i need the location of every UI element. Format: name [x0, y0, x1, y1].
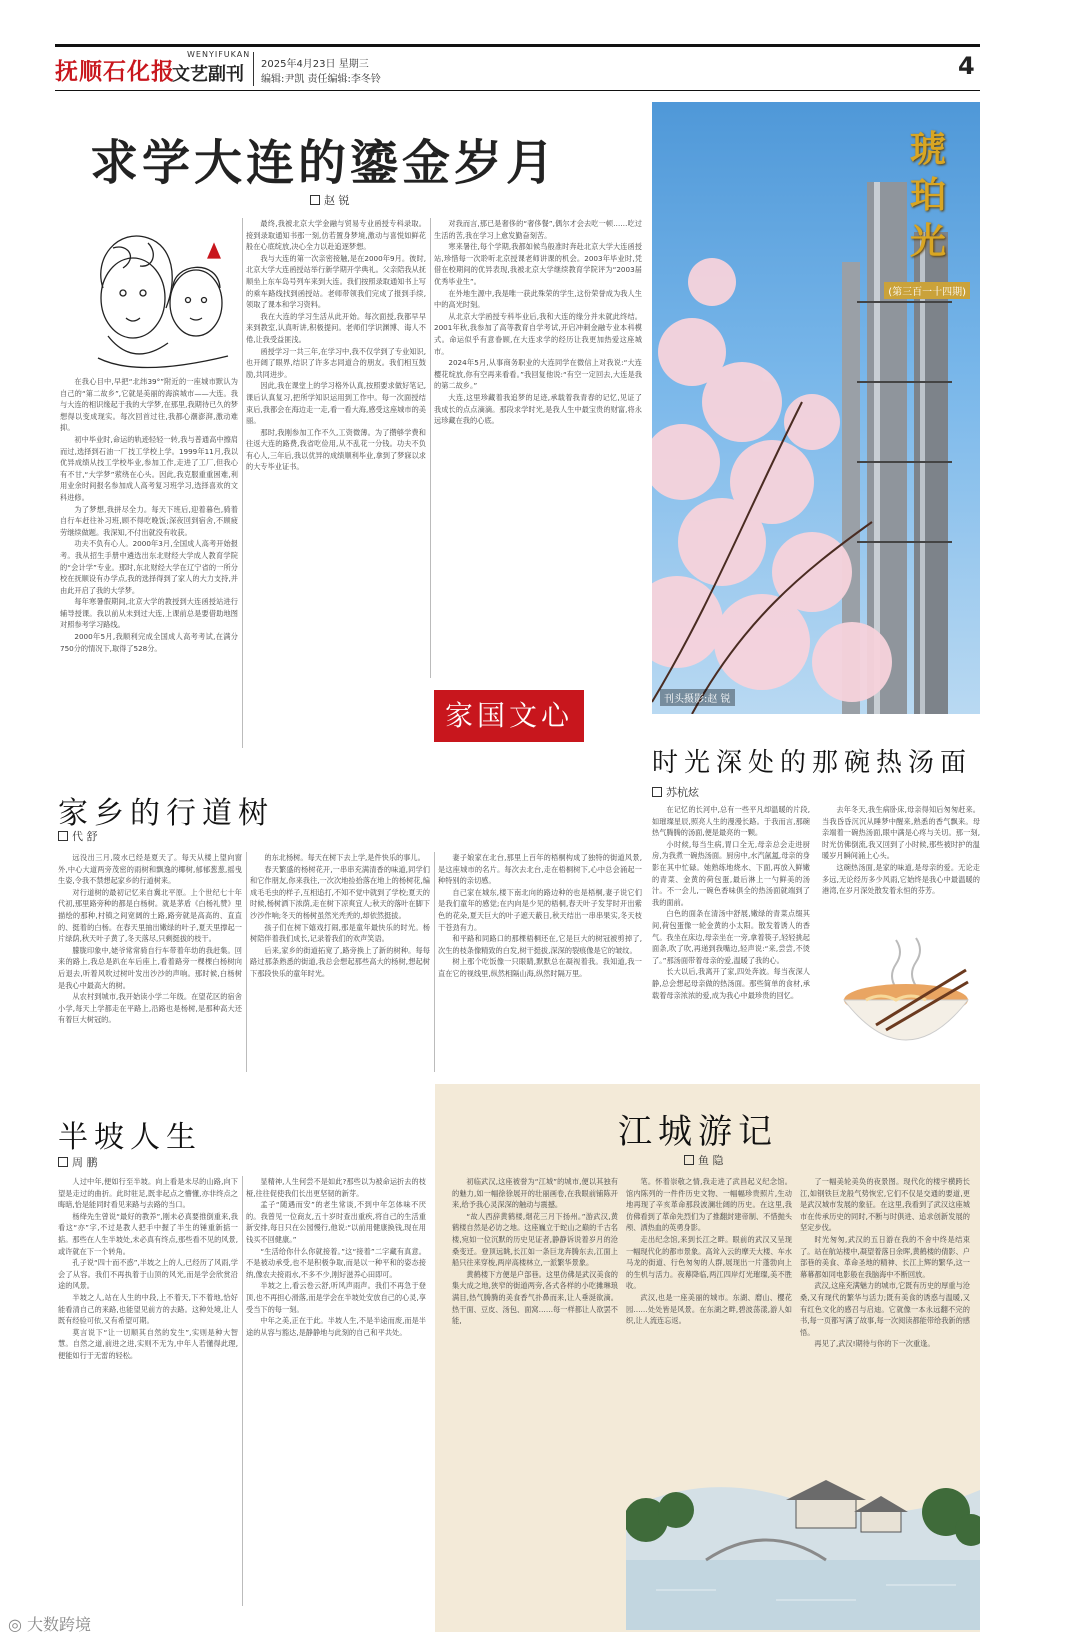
slope-article-col2: 显精神,人生何尝不是如此?那些以为被命运折去的枝桠,往往促使我们长出更坚韧的新芽。 孟子“随遇而安”的老生常谈,不到中年怎体味不厌的。我曾见一位商友,五十岁时查出重疾,将自己的生活重新安排,每日只在公园慢行,他说:“以前用健康换钱,现在用钱买不回健康。” “生活给你什么你就接着。”这“接着”二字藏有真意。不是被动承受,也不是积极争取,而是以一种平和的姿态接纳,像农夫接雨水,不多不少,刚好滋养心田即可。 半坡之上,看云卷云舒,听风声雨声。我们不再急于登顶,也不再担心滑落,而是学会在半坡处安放自己的心灵,享受当下的每一刻。 中年之美,正在于此。半坡人生,不是半途而废,而是半途的从容与豁达,是静静地与此刻的自己和平共处。	[246, 1177, 426, 1337]
river-article-col2: 笔。怀着崇敬之情,我走进了武昌起义纪念馆。馆内陈列的一件件历史文物、一幅幅珍贵照片,生动地再现了辛亥革命那段波澜壮阔的历史。在这里,我仿佛看到了革命先烈们为了推翻封建帝制、不惜抛头颅、洒热血的英勇身影。 走出纪念馆,来到长江之畔。眼前的武汉又呈现一幅现代化的都市景象。高耸入云的摩天大楼、车水马龙的街道、行色匆匆的人群,展现出一片蓬勃向上的生机与活力。夜幕降临,两江四岸灯光璀璨,美不胜收。 武汉,也是一座美丽的城市。东湖、磨山、樱花园……处处皆是风景。在东湖之畔,碧波荡漾,游人如织,让人流连忘返。	[626, 1177, 792, 1326]
masthead-rule-bottom	[55, 90, 980, 91]
editor-line: 编辑:尹凯 责任编辑:李冬铃	[261, 74, 381, 85]
soup-article-col2: 去年冬天,我生病卧床,母亲得知后匆匆赶来。当我昏昏沉沉从睡梦中醒来,熟悉的香气飘来。母亲端着一碗热汤面,眼中满是心疼与关切。那一刻,时光仿佛倒流,我又回到了小时候,那些被时护的温暖岁月瞬间涌上心头。 这碗热汤面,是家的味道,是母亲的爱。无论走多远,无论经历多少风雨,它始终是我心中最温暖的港湾,在岁月深处散发着永恒的芬芳。	[822, 805, 980, 896]
main-article-col2: 最终,我被北京大学金融与贸易专业函授专科录取。接到录取通知书那一刻,仿若置身梦境,激动与喜悦如鲜花般在心底绽放,决心全力以赴追逐梦想。 我与大连的第一次亲密接触,是在2000年9月。彼时,北京大学大连函授站举行新学期开学典礼。父亲陪我从抚顺坐上东车岛号列车来到大连。我们按照录取通知书上写的乘车路线找到函授站。老师带领我们完成了报到手续,领取了课本和学习资料。 我在大连的学习生活从此开始。每次面授,我都早早来到教室,认真听讲,积极提问。老师们学识渊博、诲人不倦,让我受益匪浅。 函授学习一共三年,在学习中,我不仅学到了专业知识,也开阔了眼界,结识了许多志同道合的朋友。我们相互鼓励,共同进步。 因此,我在课堂上的学习格外认真,按照要求做好笔记,课后认真复习,把所学知识运用到工作中。每一次面授结束后,我都会在海边走一走,看一看大海,感受这座城市的美丽。 那时,我刚参加工作不久,工资微薄。为了攒够学费和往返大连的路费,我省吃俭用,从不乱花一分钱。功夫不负有心人,三年后,我以优异的成绩顺利毕业,拿到了梦寐以求的大专毕业证书。	[246, 219, 426, 472]
main-article-col3: 对我而言,那已是奢侈的“奢侈餐”,偶尔才会去吃一顿……吃过生活的苦,我在学习上愈发勤奋刻苦。 寒来暑往,每个学期,我都如候鸟般准时奔赴北京大学大连函授站,珍惜每一次聆听北京授课老师讲课的机会。2003年毕业时,凭借在校期间的优异表现,我被北京大学继续教育学院评为“2003届优秀毕业生”。 在外地生源中,我是唯一获此殊荣的学生,这份荣誉成为我人生中的高光时刻。 从北京大学函授专科毕业后,我和大连的缘分并未就此终结。2001年秋,我参加了高等教育自学考试,开启冲刺金融专业本科模式。命运似乎有意眷顾,在大连求学的经历让我更加热爱这座城市。 2024年5月,从事商务职业的大连同学在微信上对我说:“大连樱花绽放,你有空再来看看。”我回复他说:“有空一定回去,大连是我的第二故乡。” 大连,这里珍藏着我追梦的足迹,承载着我青春的记忆,见证了我成长的点点滴滴。那段求学时光,是我人生中最宝贵的财富,将永远珍藏在我的心底。	[434, 219, 642, 426]
main-article-title: 求学大连的鎏金岁月	[90, 135, 559, 191]
photo-refinery-blossoms	[652, 102, 980, 714]
soup-article-col1: 在记忆的长河中,总有一些平凡却温暖的片段,如璀璨星辰,照亮人生的漫漫长路。于我而言,那碗热气腾腾的汤面,便是最亮的一颗。 小时候,每当生病,胃口全无,母亲总会走进厨房,为我煮一碗热汤面。厨房中,水汽氤氲,母亲的身影在其中忙碌。她熟练地烧水、下面,再放入鲜嫩的青菜、金黄的荷包蛋,最后淋上一勺鲜美的汤汁。不一会儿,一碗色香味俱全的热汤面就端到了我的面前。 白色的面条在清汤中舒展,嫩绿的青菜点缀其间,荷包蛋像一轮金黄的小太阳。散发着诱人的香气。我坐在床边,母亲坐在一旁,拿着筷子,轻轻挑起面条,吹了吹,再递到我嘴边,轻声说:“来,尝尝,不烫了。”那汤面带着母亲的爱,温暖了我的心。 长大以后,我离开了家,四处奔波。每当夜深人静,总会想起母亲做的热汤面。那些简单的食材,承载着母亲浓浓的爱,成为我心中最珍贵的回忆。	[652, 805, 810, 1000]
photo-caption: 刊头摄影:赵 锐	[660, 689, 735, 706]
main-article-byline: 赵 锐	[310, 192, 350, 208]
column-seal-jiaguo-wenxin: 家国文心	[434, 690, 584, 742]
tree-article-col2: 的东北杨树。每天在树下去上学,是件快乐的事儿。 春天繁盛的杨树花开,一串串充满清香的味道,同学们和它作朋友,你来我往,一次次地捡拾落在地上的杨树花,编成毛毛虫的样子,互相追打,不知不觉中就到了学校;夏天的时候,杨树洒下浓荫,走在树下凉爽宜人;秋天的落叶在脚下沙沙作响;冬天的杨树虽然光秃秃的,却依然挺拔。 孩子们在树下嬉戏打闹,那是童年最快乐的时光。杨树陪伴着我们成长,记录着我们的欢声笑语。 后来,家乡的街道拓宽了,路旁换上了新的树种。每每路过那条熟悉的街道,我总会想起那些高大的杨树,想起树下那段快乐的童年时光。	[250, 853, 430, 978]
section-name: 文艺副刊	[172, 64, 244, 85]
date-line: 2025年4月23日 星期三	[261, 59, 369, 70]
noodle-bowl-illustration	[836, 930, 976, 1060]
slope-article-title: 半坡人生	[58, 1120, 202, 1155]
photo-feature-issue: (第三百一十四期)	[884, 282, 970, 299]
masthead-rule	[55, 44, 980, 47]
newspaper-name: 抚顺石化报	[55, 58, 175, 85]
watermark-text: 大数跨境	[27, 1615, 92, 1634]
river-article-col3: 了一幅美轮美奂的夜景图。现代化的楼宇横跨长江,如钢铁巨龙般气势恢宏,它们不仅是交通的要道,更是武汉城市发展的象征。在这里,我看到了武汉这座城市在传承历史的同时,不断与时俱进、追求创新发展的坚定步伐。 时光匆匆,武汉的五日游在我的不舍中终是结束了。站在航站楼中,凝望着落日余晖,黄鹤楼的倩影、户部巷的美食、革命圣地的精神、长江上辉的繁华,这一幕幕都如同电影般在我脑海中不断回放。 武汉,这座充满魅力的城市,它既有历史的厚重与沧桑,又有现代的繁华与活力;既有美食的诱惑与温暖,又有红色文化的感召与启迪。它就像一本永远翻不完的书,每一页都写满了故事,每一次阅读都能带给我新的感悟。 再见了,武汉!期待与你的下一次重逢。	[800, 1177, 970, 1349]
column-divider	[246, 852, 247, 1072]
illustration-portraits	[78, 218, 238, 373]
tree-article-col1: 远没出三月,陵水已经是夏天了。每天从楼上望向窗外,中心大道两旁茂密的雨树和飘逸的椰树,郁郁葱葱,摇曳生姿,令我不禁想起家乡的行道树来。 对行道树的最初记忆来自冀北平原。上个世纪七十年代初,那里路旁种的都是白杨树。就是茅盾《白杨礼赞》里描绘的那种,村镇之间宽阔的土路,路旁就是高高的、直直的、挺着的白杨。在春天里抽出嫩绿的叶子,夏天里撑起一片绿荫,秋天叶子黄了,冬天落尽,只剩挺拔的枝干。 朦胧印象中,姥爷常常骑自行车带着年幼的我赶集。回来的路上,我总是趴在车后座上,看着路旁一棵棵白杨树向后退去,听着风吹过树叶发出沙沙的声响。那时候,白杨树是我心中最高大的树。 从农村到城市,我开始读小学二年级。在望花区的宿舍小学,每天上学都走在平路上,沿路也是杨树,是那种高大还有着巨大树冠的。	[58, 853, 242, 1025]
watermark-icon: ◎	[8, 1615, 28, 1634]
tree-article-title: 家乡的行道树	[58, 796, 274, 831]
column-divider	[430, 218, 431, 678]
page-number: 4	[958, 52, 975, 80]
column-divider	[242, 1176, 243, 1606]
watermark-logo	[8, 1612, 91, 1635]
tree-article-col3: 妻子娘家在北台,那里上百年的梧桐构成了独特的街道风景,是这座城市的名片。每次去北台,走在梧桐树下,心中总会涌起一种特别的亲切感。 自己家在城东,楼下南北向的路边种的也是梧桐,妻子说它们是我们童年的感觉;在内向是少见的梧桐,春天叶子发芽时开出紫色的花朵,夏天巨大的叶子遮天蔽日,秋天结出一串串果实,冬天枝干苍劲有力。 和平路和同路口的那棵梧桐还在,它是巨大的树冠被剪掉了,次生的枝条像精致的白发,树干挺拔,深深的裂痕像是它的皱纹。 树上那个吃饭像一只眼睛,默默总在凝视着我。我知道,我一直在它的视线里,纵然相隔山海,纵然时隔万里。	[438, 853, 642, 978]
photo-feature-title: 琥珀光	[909, 128, 946, 262]
main-article-col1: 在我心目中,早把“北纬39°”附近的一座城市默认为自己的“第二故乡”,它就是美丽的海滨城市——大连。我与大连的相识缘起于我的大学梦,在那里,我期待已久的梦想得以变成现实。每次回首过往,我都心潮澎湃,激动难抑。 初中毕业时,命运的轨迹轻轻一转,我与普通高中擦肩而过,选择到石油一厂技工学校上学。1999年11月,我以优异成绩从技工学校毕业,参加工作,走进了工厂,但我心有不甘,“大学梦”萦绕在心头。因此,我克服重重困难,利用业余时间报名参加成人高考复习班学习,选择喜欢的文科进修。 为了梦想,我拼尽全力。每天下班后,迎着暮色,骑着自行车赶往补习班,顾不得吃晚饭;深夜回到宿舍,不顾疲劳继续做题。我深知,不付出就没有收获。 功夫不负有心人。2000年3月,全国成人高考开始报考。我从招生手册中遴选出东北财经大学成人教育学院的“会计学”专业。那时,东北财经大学在辽宁省的一所分校在抚顺设有办学点,我的选择得到了家人的大力支持,并由此开启了我的大学梦。 每年寒暑假期间,北京大学的教授到大连函授站进行辅导授课。我以前从未到过大连,上课前总是要借助地图对照参考学习路线。 2000年5月,我顺利完成全国成人高考考试,在满分750分的情况下,取得了528分。	[60, 377, 238, 653]
river-article-col1: 初临武汉,这座被誉为“江城”的城市,便以其独有的魅力,如一幅徐徐展开的壮丽画卷,在我眼前铺陈开来,给予我心灵深深的触动与震撼。 “故人西辞黄鹤楼,烟花三月下扬州。”游武汉,黄鹤楼自然是必访之地。这座巍立于蛇山之巅的千古名楼,宛如一位沉默的历史见证者,静静诉说着岁月的沧桑变迁。登顶远眺,长江如一条巨龙奔腾东去,江面上船只往来穿梭,两岸高楼林立,一派繁华景象。 黄鹤楼下方便是户部巷。这里仿佛是武汉美食的集大成之地,狭窄的街道两旁,各式各样的小吃摊琳琅满目,热气腾腾的美食香气扑鼻而来,让人垂涎欲滴。热干面、豆皮、汤包、面窝……每一样都让人欲罢不能,	[452, 1177, 618, 1326]
section-name-pinyin: WENYIFUKAN	[187, 50, 251, 59]
soup-article-title: 时光深处的那碗热汤面	[652, 748, 973, 778]
slope-article-byline: 周 鹏	[58, 1154, 98, 1170]
river-article-byline: 鱼 隐	[684, 1152, 724, 1168]
slope-article-col1: 人过中年,便如行至半坡。向上看是未尽的山路,向下望是走过的曲折。此时驻足,既非起点之懵懂,亦非终点之晦暗,恰是能同时看见来路与去路的当口。 杨绛先生曾说“最好的教养”,刚未必真要推倒重来,我看这“亦”字,不过是教人把手中握了半生的锤重新掂一掂。那些在人生半坡处,未必真有终点,那些看不见的风景,或许就在下一个转角。 孔子说“四十而不惑”,半坡之上的人,已经历了风雨,学会了从容。我们不再执着于山顶的风光,而是学会欣赏沿途的风景。 半坡之人,站在人生的中段,上不着天,下不着地,恰好能看清自己的来路,也能望见前方的去路。这种处境,让人既有经验可依,又有希望可期。 莫言说下“让一切顺其自然的发生”,实则是种大智慧。自然之道,前进之进,实则不无为,中年人若懂得此理,便能如行于无雷的轻松。	[58, 1177, 238, 1360]
column-divider	[434, 852, 435, 1072]
tree-article-byline: 代 舒	[58, 828, 98, 844]
river-pavilion-illustration	[626, 1450, 980, 1630]
column-divider	[242, 218, 243, 748]
river-article-title: 江城游记	[618, 1112, 778, 1152]
soup-article-byline: 苏杭炫	[652, 784, 699, 800]
masthead-divider	[253, 52, 254, 86]
